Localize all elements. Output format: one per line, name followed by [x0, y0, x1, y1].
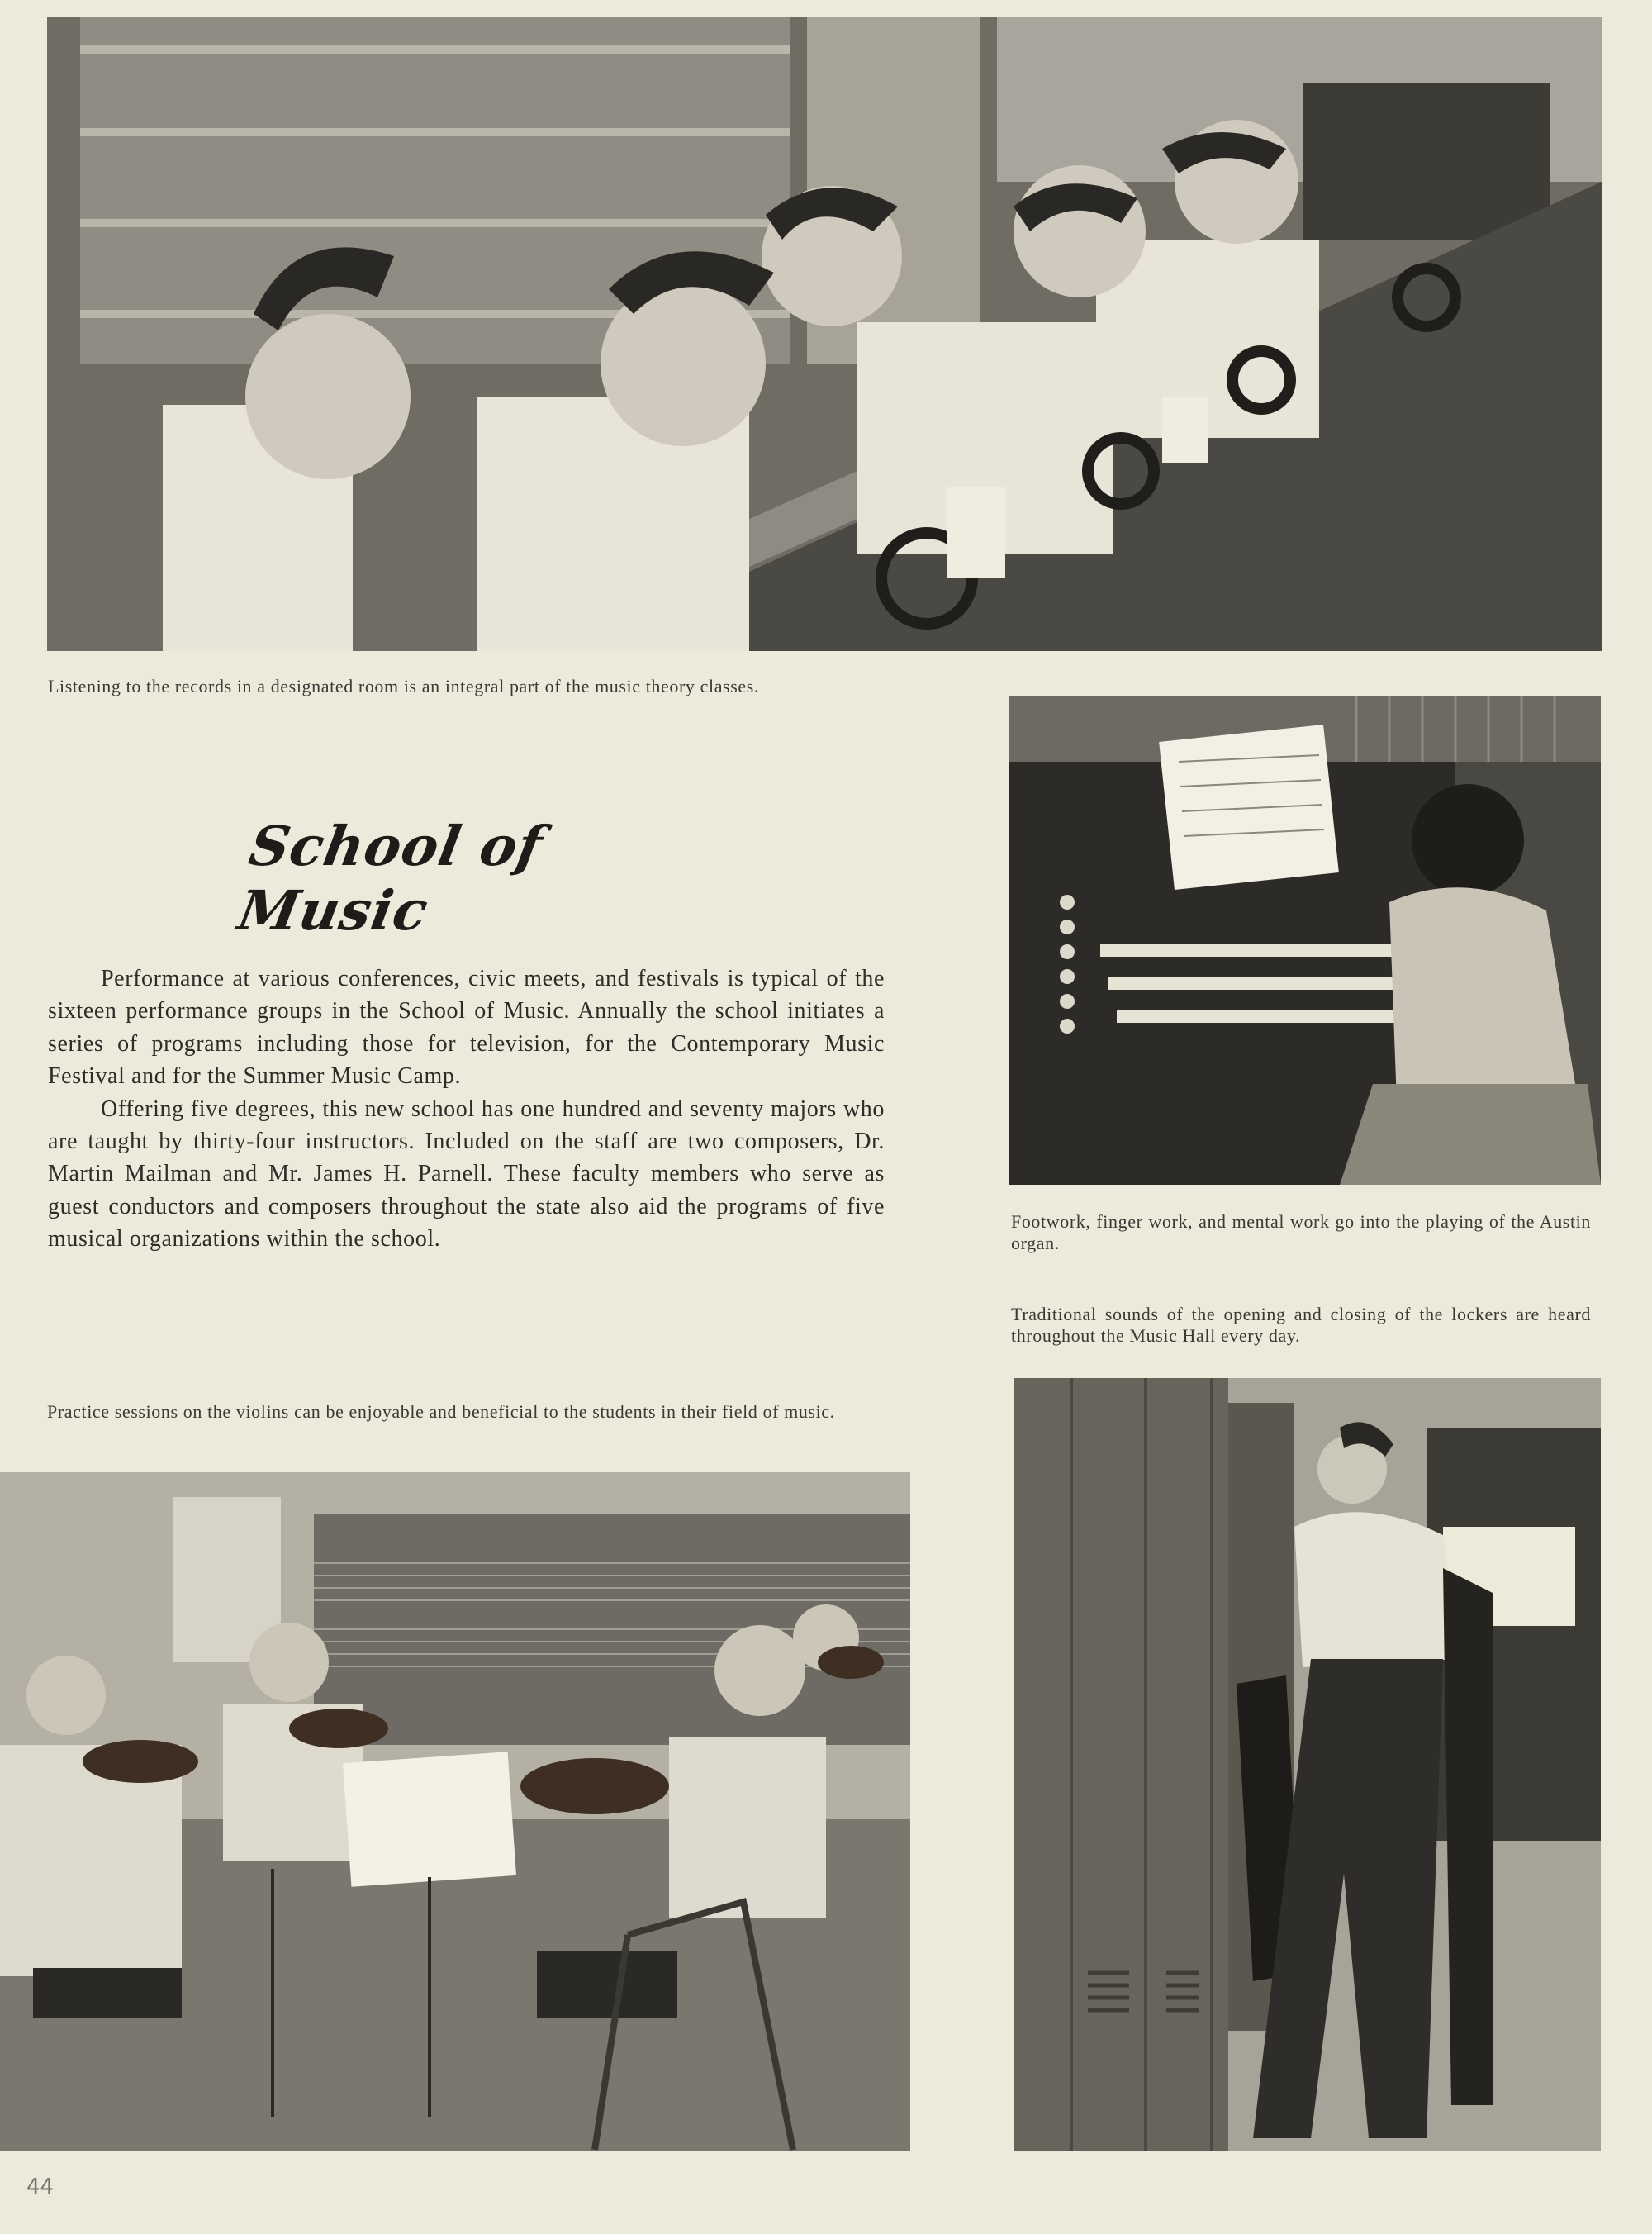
- violin-practice-illustration: [0, 1472, 910, 2151]
- caption-lockers: Traditional sounds of the opening and closing of the lockers are heard throughout the Music Hall every day.: [1011, 1304, 1591, 1346]
- photo-lockers: [1014, 1378, 1601, 2151]
- body-paragraph: Performance at various conferences, civic meets, and festivals is typical of the sixteen performance groups in the School of Music. Annually the school initiates a series of programs including those for television, for the Contemporary Music Festival and for the Summer Music Camp.: [48, 966, 885, 1090]
- lockers-illustration: [1014, 1378, 1601, 2151]
- page-number: 44: [26, 2175, 55, 2199]
- page-title: School of Music: [233, 814, 548, 943]
- caption-violins: Practice sessions on the violins can be enjoyable and beneficial to the students in their field of music.: [47, 1401, 835, 1422]
- article-body: [48, 963, 885, 1256]
- body-paragraph: Offering five degrees, this new school has one hundred and seventy majors who are taught by thirty-four instructors. Included on the staff are two composers, Dr. Martin Mailman and Mr. James H. Parnell. These faculty members who serve as guest conductors and composers throughout the state also aid the programs of five musical organizations within the school.: [48, 1096, 885, 1252]
- caption-organ: Footwork, finger work, and mental work go into the playing of the Austin organ.: [1011, 1211, 1591, 1253]
- photo-listening-room: [47, 17, 1602, 651]
- organ-illustration: [1009, 696, 1601, 1185]
- listening-room-illustration: [47, 17, 1602, 651]
- photo-violin-practice: [0, 1472, 910, 2151]
- photo-organ: [1009, 696, 1601, 1185]
- caption-listening-room: Listening to the records in a designated room is an integral part of the music theory classes.: [48, 676, 760, 696]
